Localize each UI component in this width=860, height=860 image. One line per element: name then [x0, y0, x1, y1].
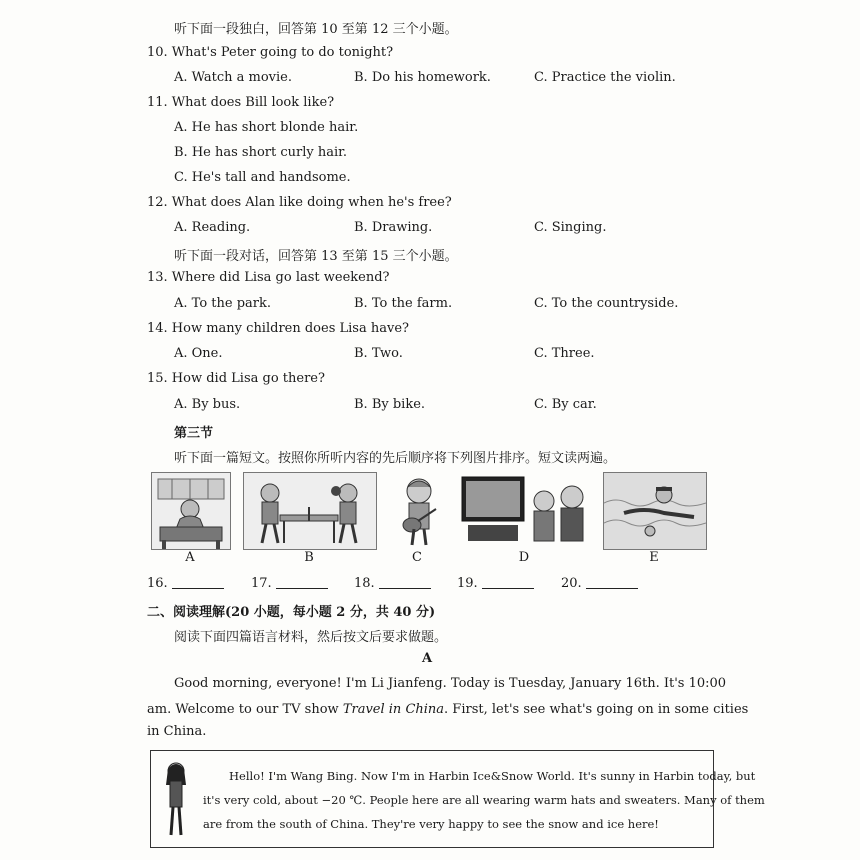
blank-number: 17. [251, 576, 272, 591]
passage-line-2 [147, 698, 748, 722]
box-line-3: are from the south of China. They're very happy to see the snow and ice here! [203, 817, 659, 831]
q12-option-c[interactable]: C. Singing. [534, 220, 607, 235]
picture-label-b: B [304, 550, 314, 565]
picture-label-a: A [185, 550, 195, 565]
monologue-instruction: 听下面一段独白，回答第 10 至第 12 三个小题。 [174, 22, 458, 37]
q10-option-b[interactable]: B. Do his homework. [354, 70, 491, 85]
answer-blank-18[interactable] [354, 576, 431, 591]
q14-option-b[interactable]: B. Two. [354, 346, 403, 361]
box-line-2: it's very cold, about −20 ℃. People here are all wearing warm hats and sweaters. Many of them [203, 793, 765, 807]
picture-label-d: D [518, 550, 530, 565]
picture-label-e: E [649, 550, 659, 565]
ping-pong-icon [243, 472, 377, 550]
q12-option-a[interactable]: A. Reading. [174, 220, 251, 235]
passage-line-2-post: . First, let's see what's going on in some cities [444, 702, 749, 717]
section-3-title: 第三节 [174, 426, 214, 441]
q10-option-a[interactable]: A. Watch a movie. [174, 70, 293, 85]
part-2-instruction: 阅读下面四篇语言材料，然后按文后要求做题。 [174, 630, 448, 645]
watching-tv-icon [459, 472, 592, 550]
q15-option-a[interactable]: A. By bus. [174, 397, 241, 412]
boy-guitar-icon [389, 472, 449, 550]
picture-label-c: C [412, 550, 422, 565]
dialog-instruction: 听下面一段对话，回答第 13 至第 15 三个小题。 [174, 249, 458, 264]
blank-number: 19. [457, 576, 478, 591]
question-10: 10. What's Peter going to do tonight? [147, 45, 394, 60]
blank-number: 18. [354, 576, 375, 591]
question-13: 13. Where did Lisa go last weekend? [147, 270, 390, 285]
q15-option-c[interactable]: C. By car. [534, 397, 597, 412]
q13-option-b[interactable]: B. To the farm. [354, 296, 453, 311]
box-line-1: Hello! I'm Wang Bing. Now I'm in Harbin Ice&Snow World. It's sunny in Harbin today, but [229, 769, 756, 783]
q14-option-c[interactable]: C. Three. [534, 346, 595, 361]
answer-blank-20[interactable] [561, 576, 638, 591]
blank-number: 20. [561, 576, 582, 591]
blank-line[interactable] [586, 576, 638, 589]
q12-option-b[interactable]: B. Drawing. [354, 220, 433, 235]
answer-blank-16[interactable] [147, 576, 224, 591]
section-3-instruction: 听下面一篇短文。按照你所听内容的先后顺序将下列图片排序。短文读两遍。 [174, 451, 617, 466]
q13-option-a[interactable]: A. To the park. [174, 296, 271, 311]
q11-option-c[interactable]: C. He's tall and handsome. [174, 170, 351, 185]
reporter-girl-icon [161, 759, 191, 839]
question-14: 14. How many children does Lisa have? [147, 321, 409, 336]
q10-option-c[interactable]: C. Practice the violin. [534, 70, 676, 85]
part-2-title: 二、阅读理解(20 小题，每小题 2 分，共 40 分) [147, 605, 436, 620]
question-11: 11. What does Bill look like? [147, 95, 335, 110]
swimming-icon [603, 472, 707, 550]
question-15: 15. How did Lisa go there? [147, 371, 325, 386]
blank-line[interactable] [276, 576, 328, 589]
answer-blank-17[interactable] [251, 576, 328, 591]
passage-line-2-pre: am. Welcome to our TV show [147, 702, 343, 717]
blank-line[interactable] [379, 576, 431, 589]
q15-option-b[interactable]: B. By bike. [354, 397, 426, 412]
answer-blank-19[interactable] [457, 576, 534, 591]
blank-line[interactable] [482, 576, 534, 589]
q13-option-c[interactable]: C. To the countryside. [534, 296, 679, 311]
passage-letter: A [422, 651, 433, 666]
reporter-box [150, 750, 765, 848]
q14-option-a[interactable]: A. One. [174, 346, 223, 361]
q11-option-a[interactable]: A. He has short blonde hair. [174, 120, 359, 135]
blank-line[interactable] [172, 576, 224, 589]
question-12: 12. What does Alan like doing when he's free? [147, 195, 452, 210]
passage-line-1: Good morning, everyone! I'm Li Jianfeng. Today is Tuesday, January 16th. It's 10:00 [174, 676, 727, 691]
passage-line-3: in China. [147, 724, 207, 739]
student-at-desk-icon [151, 472, 231, 550]
blank-number: 16. [147, 576, 168, 591]
show-title: Travel in China [342, 702, 445, 717]
q11-option-b[interactable]: B. He has short curly hair. [174, 145, 348, 160]
